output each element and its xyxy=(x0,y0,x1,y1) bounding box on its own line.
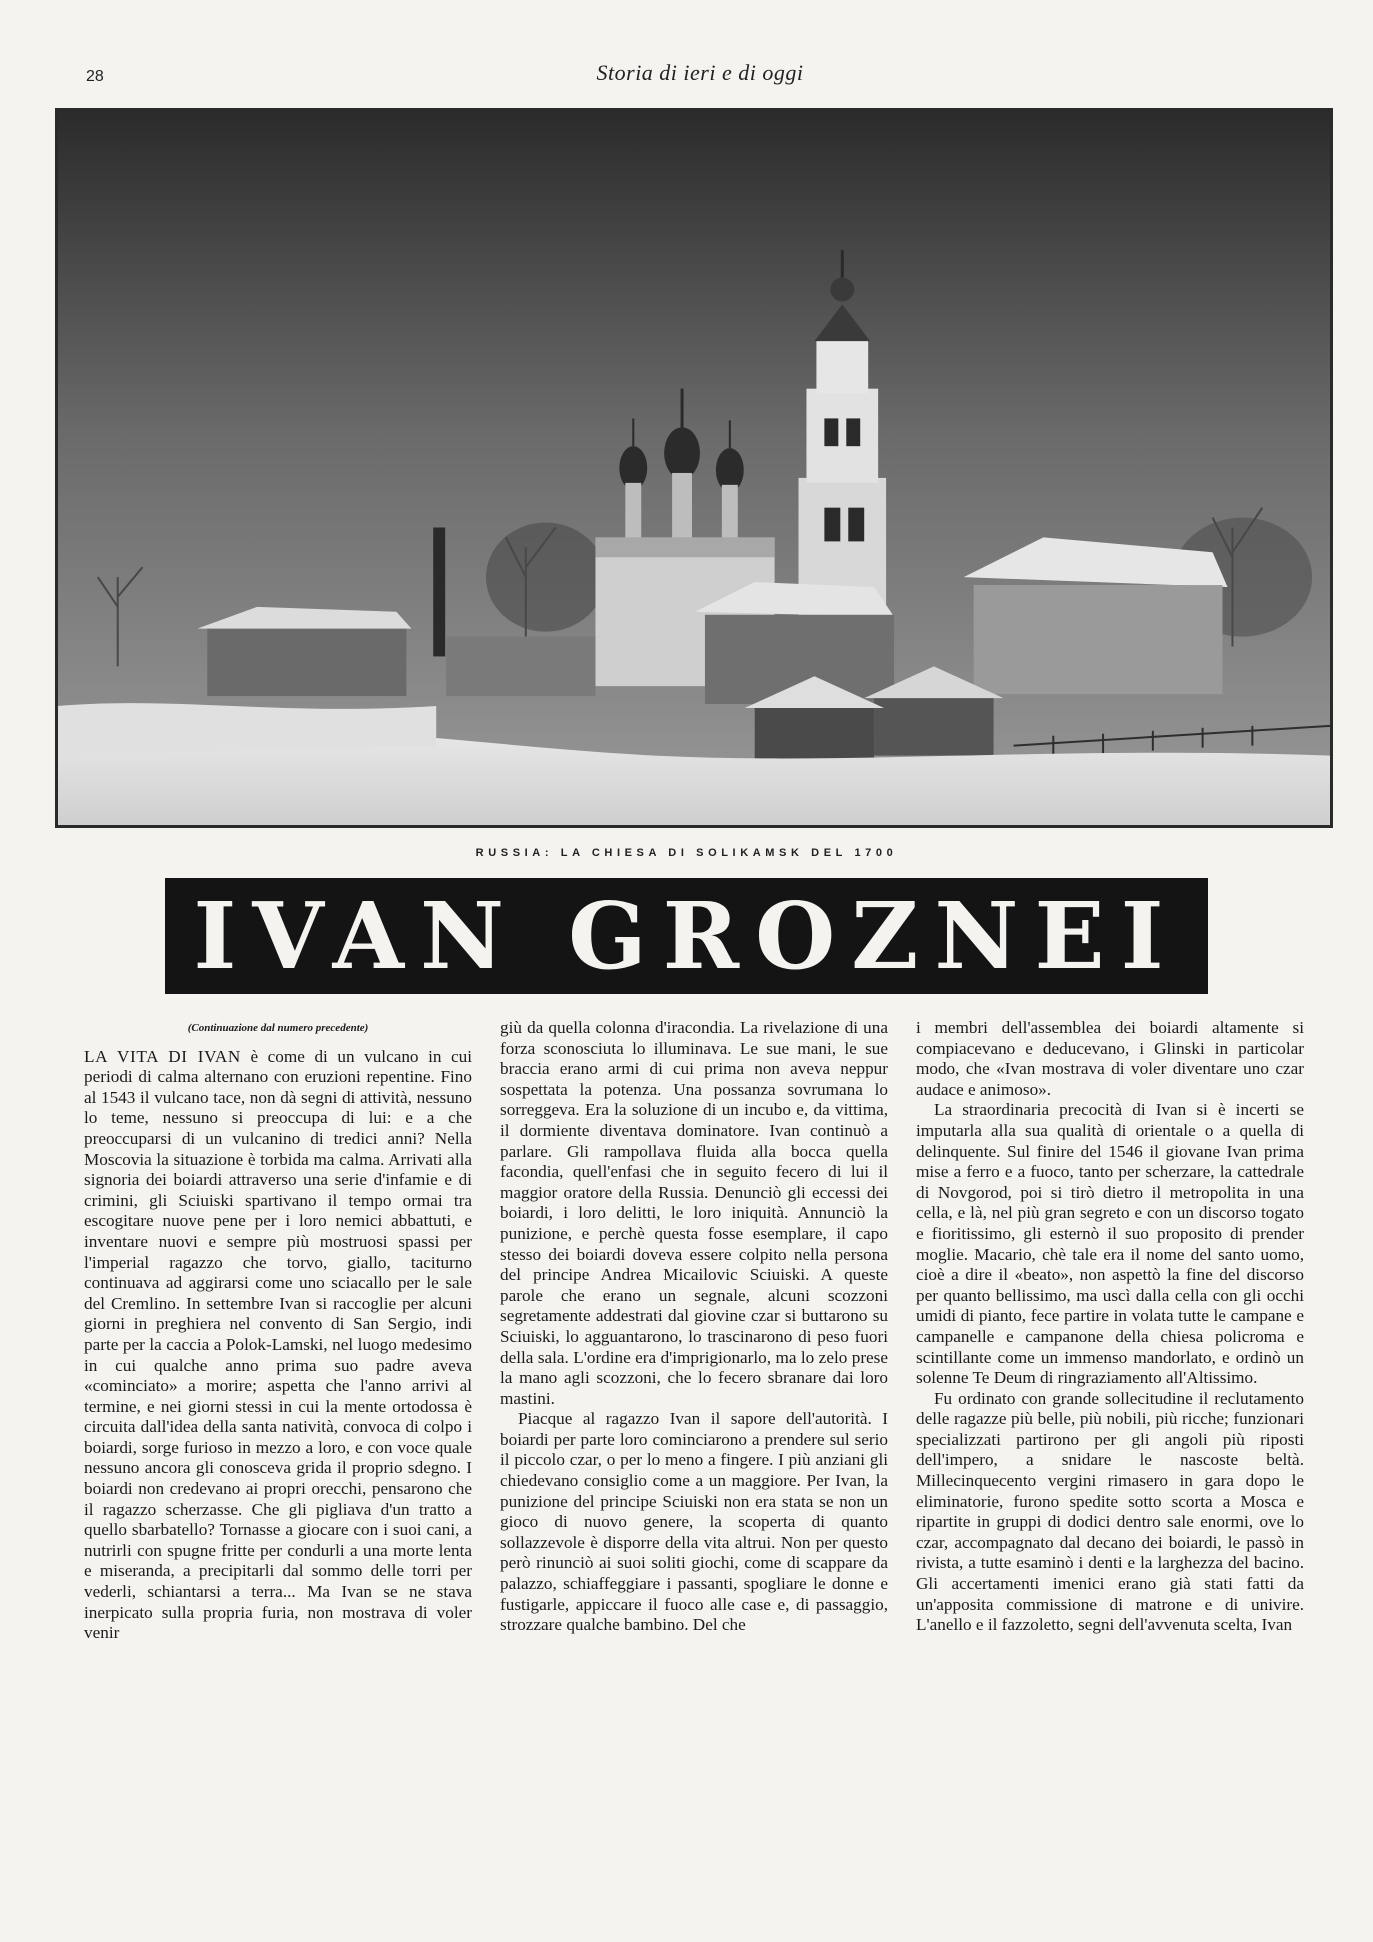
photo-caption: RUSSIA: LA CHIESA DI SOLIKAMSK DEL 1700 xyxy=(475,847,898,859)
magazine-title: Storia di ieri e di oggi xyxy=(596,60,804,85)
paragraph xyxy=(84,1047,472,1644)
paragraph: giù da quella colonna d'iracondia. La rivelazione di una forza sconosciuta lo illuminava. Le sue mani, le sue braccia erano armi di cui prima non aveva neppur sospettata la potenza. Una possanza sovrumana lo sorreggeva. Era la soluzione di un incubo e, da vittima, il dormiente diventava dominatore. Ivan continuò a parlare. Gli rampollava fluida alla bocca quella facondia, quell'enfasi che in seguito fecero di lui il maggior oratore della Russia. Denunciò gli eccessi dei boiardi, i loro delitti, le loro iniquità. Annunciò la punizione, e perchè questa fosse esemplare, il capo stesso dei boiardi doveva essere colpito nella persona del principe Andrea Micailovic Sciuiski. A queste parole che erano un segnale, alcuni scozzoni segretamente addestrati dal giovine czar si buttarono su Sciuiski, lo agguantarono, lo trascinarono di peso fuori della sala. L'ordine era d'imprigionarlo, ma lo zelo prese la mano agli scozzoni, che lo fecero sbranare dai loro mastini. xyxy=(500,1018,888,1408)
paragraph: La straordinaria precocità di Ivan si è incerti se imputarla alla sua qualità di orientale o a quella di delinquente. Sul finire del 1546 il giovane Ivan prima mise a ferro e a fuoco, tanto per scherzare, la cattedrale di Novgorod, poi si tirò dietro il metropolita in una cella, e là, nel più gran segreto e con un discorso togato e fioritissimo, gli esternò il suo proposito di prender moglie. Macario, chè tale era il nome del santo uomo, cioè a dire il «beato», non aspettò la fine del discorso per quanto bellissimo, ma uscì dalla cella con gli occhi umidi di pianto, fece partire in volata tutte le campane e campanelle e campanone della chiesa policroma e scintillante come un immenso mandorlato, e ordinò un solenne Te Deum di ringraziamento all'Altissimo. xyxy=(916,1100,1304,1388)
headline: IVAN GROZNEI xyxy=(193,882,1180,990)
page-number: 28 xyxy=(86,68,104,85)
paragraph: Piacque al ragazzo Ivan il sapore dell'autorità. I boiardi per parte loro cominciarono a prendere sul serio il piccolo czar, o per lo meno a fingere. I più anziani gli chiedevano consiglio come a un maggiore. Per Ivan, la punizione del principe Sciuiski non era stata se non un gioco di nuovo genere, la scoperta di quanto sollazzevole è disporre della vita altrui. Non per questo però rinunciò ai suoi soliti giochi, come di scappare da palazzo, schiaffeggiare i passanti, spogliare le donne e fustigarle, appiccare il fuoco alle case e, di passaggio, strozzare qualche bambino. Del che xyxy=(500,1409,888,1635)
article-column-3 xyxy=(916,1018,1304,1636)
paragraph: Fu ordinato con grande sollecitudine il reclutamento delle ragazze più belle, più nobili, più ricche; funzionari specializzati partirono per gli angoli più riposti dell'impero, a snidare le nascoste beltà. Millecinquecento vergini rimasero in gara dopo le eliminatorie, furono spedite sotto scorta a Mosca e ripartite in gruppi di dodici dentro sale enormi, ove lo czar, accompagnato dal decano dei boiardi, le passò in rivista, a tutte esaminò i denti e la larghezza del bacino. Gli accertamenti imenici erano già stati fatti da un'apposita commissione di matrone e di univire. L'anello e il fazzoletto, segni dell'avvenuta scelta, Ivan xyxy=(916,1388,1304,1635)
article-column-1 xyxy=(84,1018,472,1644)
lead-words: LA VITA DI IVAN xyxy=(84,1046,241,1066)
church-photo xyxy=(55,108,1333,828)
paragraph: i membri dell'assemblea dei boiardi altamente si compiacevano e deducevano, i Glinski in particolar modo, che «Ivan mostrava di voler diventare uno czar audace e animoso». xyxy=(916,1018,1304,1099)
paragraph-text: è come di un vulcano in cui periodi di calma alternano con eruzioni repentine. Fino al 1543 il vulcano tace, non dà segni di attività, nessuno lo teme, nessuno si preoccupa di lui: e a che preoccuparsi di un vulcanino di tredici anni? Nella Moscovia la situazione è torbida ma calma. Arrivati alla signoria dei boiardi attraverso una serie d'infamie e di crimini, gli Sciuiski spartivano il tempo ormai tra escogitare nuove pene per i loro nemici abbattuti, e inventare nuovi e sempre più mostruosi spassi per l'imperial ragazzo che torvo, giallo, taciturno continuava ad aggirarsi come uno sciacallo per le sale del Cremlino. In settembre Ivan si raccoglie per alcuni giorni in preghiera nel convento di San Sergio, indi parte per la caccia a Polok-Lamski, nel luogo medesimo in cui qualche anno prima suo padre aveva «cominciato» a morire; aspetta che l'anno arrivi al termine, e nei giorni stessi in cui la mente ortodossa è circuita dall'idea della santa natività, convoca di colpo i boiardi, sorge furioso in mezzo a loro, e con voce quale nessuno ancora gli conosceva grida il proprio sdegno. I boiardi non credevano ai propri orecchi, pensarono che il ragazzo scherzasse. Che gli pigliava d'un tratto a quello sbarbatello? Tornasse a giocare con i suoi cani, a nutrirli con spugne fritte per condurli a una morte lenta e miseranda, a precipitarli dal sommo delle torri per vederli, schiantarsi a terra... Ma Ivan se ne stava inerpicato sulla propria furia, non mostrava di voler venir xyxy=(84,1046,472,1643)
headline-banner xyxy=(165,878,1208,994)
article-column-2 xyxy=(500,1018,888,1636)
continued-note: (Continuazione dal numero precedente) xyxy=(187,1022,369,1034)
